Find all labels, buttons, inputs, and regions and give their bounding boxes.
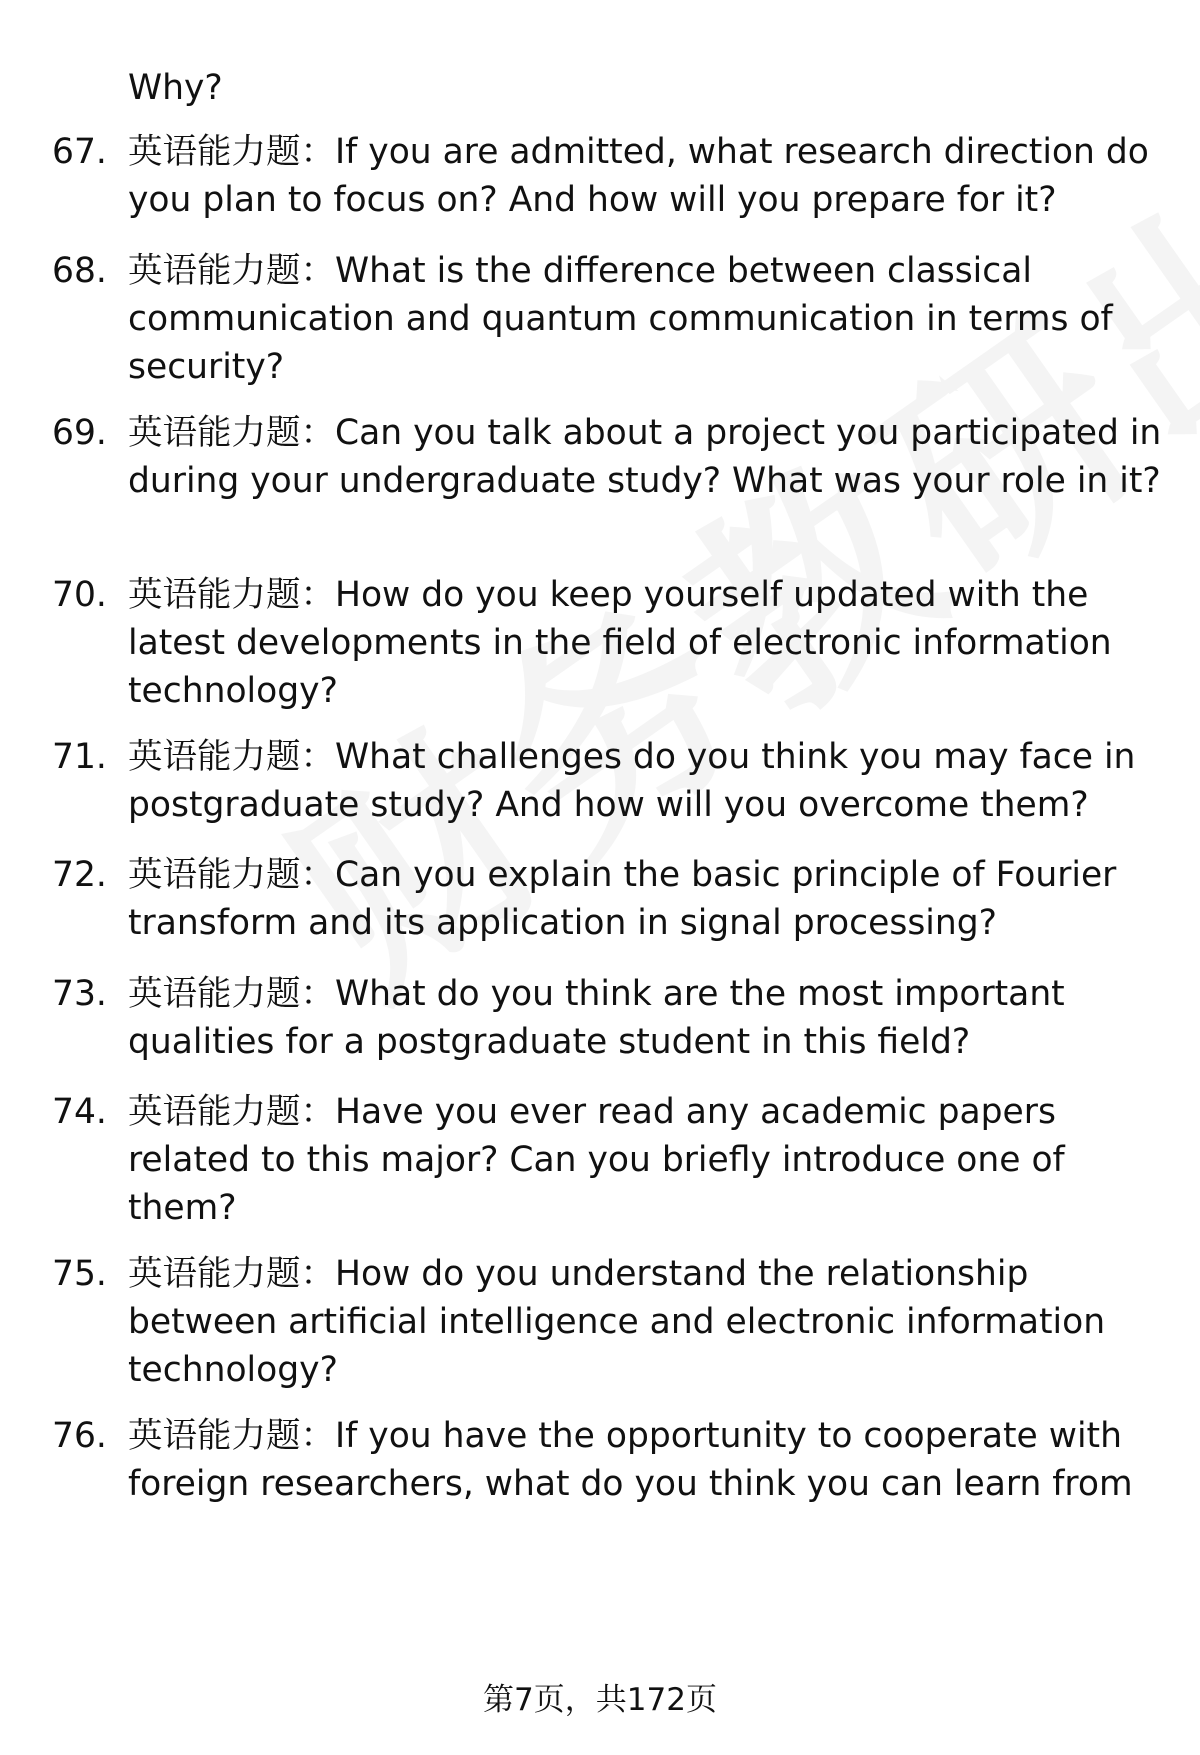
item-number: 70. bbox=[52, 575, 107, 615]
list-item bbox=[52, 851, 1162, 947]
item-number: 68. bbox=[52, 251, 107, 291]
item-text: How do you keep yourself updated with the latest developments in the field of electronic information technology? bbox=[128, 575, 1112, 711]
item-body bbox=[128, 1250, 1162, 1394]
continuation-text: Why? bbox=[128, 68, 223, 108]
item-number: 69. bbox=[52, 413, 107, 453]
item-body bbox=[128, 571, 1162, 715]
item-label: 英语能力题： bbox=[128, 974, 335, 1014]
item-label: 英语能力题： bbox=[128, 251, 335, 291]
item-label: 英语能力题： bbox=[128, 413, 335, 453]
list-item bbox=[52, 1412, 1162, 1508]
item-body bbox=[128, 247, 1162, 391]
list-item bbox=[52, 970, 1162, 1066]
item-body bbox=[128, 128, 1162, 224]
list-item bbox=[52, 247, 1162, 391]
list-item bbox=[52, 733, 1162, 829]
item-body bbox=[128, 1088, 1162, 1232]
item-body bbox=[128, 733, 1162, 829]
item-number: 67. bbox=[52, 132, 107, 172]
item-text: If you are admitted, what research direction do you plan to focus on? And how will you prepare for it? bbox=[128, 132, 1149, 220]
item-body bbox=[128, 851, 1162, 947]
item-label: 英语能力题： bbox=[128, 132, 335, 172]
item-text: Have you ever read any academic papers related to this major? Can you briefly introduce one of them? bbox=[128, 1092, 1065, 1228]
item-label: 英语能力题： bbox=[128, 575, 335, 615]
item-label: 英语能力题： bbox=[128, 1254, 335, 1294]
item-text: Can you explain the basic principle of Fourier transform and its application in signal processing? bbox=[128, 855, 1117, 943]
item-body bbox=[128, 1412, 1162, 1508]
page-footer: 第7页，共172页 bbox=[483, 1682, 717, 1718]
list-item bbox=[52, 1088, 1162, 1232]
list-item bbox=[52, 1250, 1162, 1394]
item-label: 英语能力题： bbox=[128, 855, 335, 895]
item-number: 71. bbox=[52, 737, 107, 777]
item-text: How do you understand the relationship between artificial intelligence and electronic information technology? bbox=[128, 1254, 1106, 1390]
item-body bbox=[128, 970, 1162, 1066]
item-label: 英语能力题： bbox=[128, 1092, 335, 1132]
item-number: 74. bbox=[52, 1092, 107, 1132]
list-item bbox=[52, 128, 1162, 224]
item-text: What is the difference between classical communication and quantum communication in terms of security? bbox=[128, 251, 1113, 387]
item-number: 75. bbox=[52, 1254, 107, 1294]
item-text: If you have the opportunity to cooperate with foreign researchers, what do you think you can learn from bbox=[128, 1416, 1133, 1504]
item-text: What challenges do you think you may face in postgraduate study? And how will you overcome them? bbox=[128, 737, 1136, 825]
item-number: 76. bbox=[52, 1416, 107, 1456]
item-body bbox=[128, 409, 1162, 505]
list-item bbox=[52, 409, 1162, 505]
item-number: 73. bbox=[52, 974, 107, 1014]
list-item bbox=[52, 571, 1162, 715]
item-text: Can you talk about a project you participated in during your undergraduate study? What was your role in it? bbox=[128, 413, 1162, 501]
item-text: What do you think are the most important qualities for a postgraduate student in this field? bbox=[128, 974, 1065, 1062]
item-label: 英语能力题： bbox=[128, 1416, 335, 1456]
item-label: 英语能力题： bbox=[128, 737, 335, 777]
item-number: 72. bbox=[52, 855, 107, 895]
